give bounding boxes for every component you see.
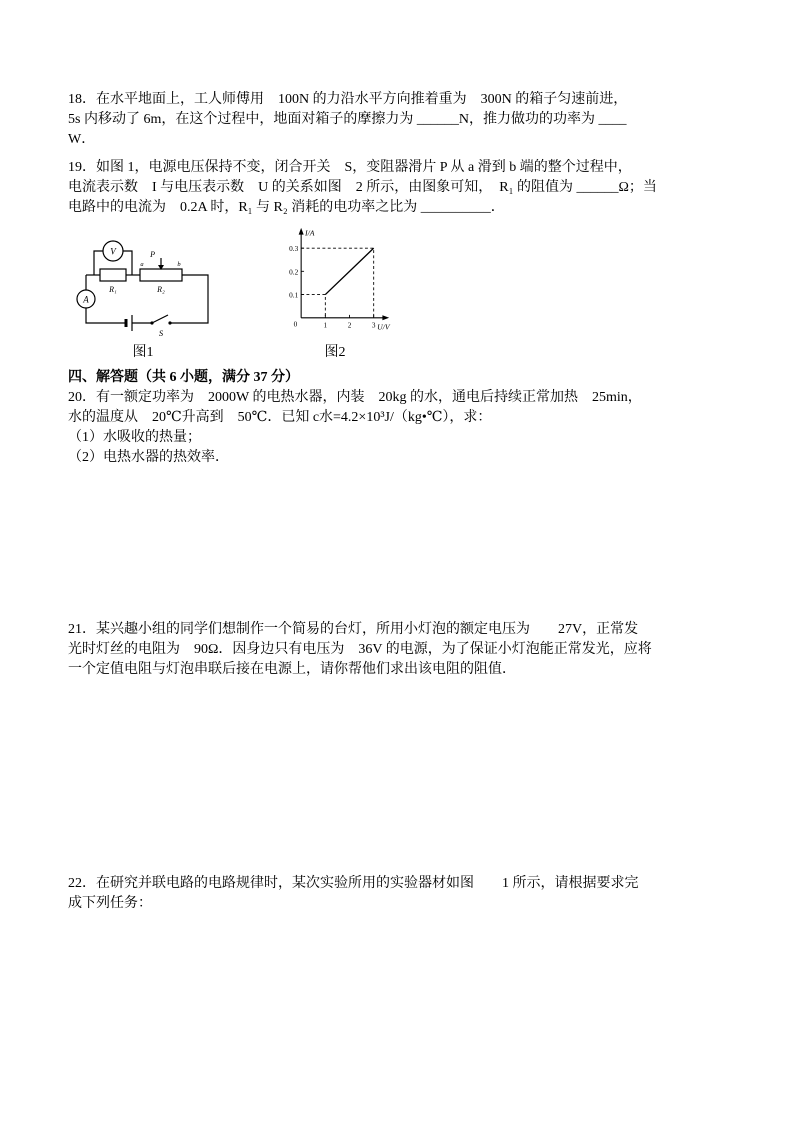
origin-label: 0 xyxy=(293,320,298,329)
figure-1-caption: 图1 xyxy=(132,345,154,360)
x-axis-arrowhead xyxy=(382,315,389,320)
r1-label: R₁ xyxy=(109,285,117,294)
question-21 xyxy=(68,620,740,680)
x-tick-3: 3 xyxy=(371,321,376,330)
voltmeter-wire-right xyxy=(123,251,132,275)
q18-line-2: 5s 内移动了 6m，在这个过程中，地面对箱子的摩擦力为 ______N，推力做功的功率为 ____ xyxy=(68,112,627,127)
y-tick-01: 0.1 xyxy=(289,291,299,300)
voltmeter-wire-left xyxy=(94,251,103,275)
question-18 xyxy=(68,90,740,150)
question-19 xyxy=(68,158,740,218)
question-22 xyxy=(68,874,740,914)
switch-dot-right xyxy=(168,321,171,324)
q20-line-2: 水的温度从 20℃升高到 50℃．已知 c水=4.2×10³J/（kg•℃），求： xyxy=(68,410,492,425)
slider-p-label: P xyxy=(150,250,155,259)
wire-top-right xyxy=(170,275,208,323)
y-axis-arrowhead xyxy=(299,228,304,235)
x-tick-1: 1 xyxy=(323,321,328,330)
q22-line-2: 成下列任务： xyxy=(68,896,152,911)
question-19-figures xyxy=(68,221,740,362)
q18-line-1: 18．在水平地面上，工人师傅用 100N 的力沿水平方向推着重为 300N 的箱子匀速前进， xyxy=(68,92,628,107)
q19-line-1: 19．如图 1，电源电压保持不变，闭合开关 S，变阻器滑片 P 从 a 滑到 b 端的整个过程中， xyxy=(68,160,632,175)
iu-graph xyxy=(276,221,394,343)
q21-line-3: 一个定值电阻与灯泡串联后接在电源上，请你帮他们求出该电阻的阻值． xyxy=(68,662,516,677)
switch-lever xyxy=(152,315,168,323)
voltmeter-label: V xyxy=(110,246,116,257)
wire-bottom-left xyxy=(86,308,126,323)
q22-line-1: 22．在研究并联电路的电路规律时，某次实验所用的实验器材如图 1 所示，请根据要求完 xyxy=(68,876,639,891)
y-tick-02: 0.2 xyxy=(289,268,299,277)
q19-line-2: 电流表示数 I 与电压表示数 U 的关系如图 2 所示，由图象可知， R₁ 的阻值为 ______Ω；当 xyxy=(68,180,657,195)
figure-1-circuit xyxy=(68,235,218,362)
q20-part-1: （1）水吸收的热量； xyxy=(68,430,201,445)
section-4-header xyxy=(68,368,740,388)
section-4-title: 四、解答题（共 6 小题，满分 37 分） xyxy=(68,370,299,385)
resistor-r1-box xyxy=(100,269,126,281)
q19-line-3: 电路中的电流为 0.2A 时，R₁ 与 R₂ 消耗的电功率之比为 __________． xyxy=(68,200,505,215)
circuit-diagram xyxy=(68,235,218,343)
q20-part-2: （2）电热水器的热效率． xyxy=(68,450,229,465)
q21-line-1: 21．某兴趣小组的同学们想制作一个简易的台灯，所用小灯泡的额定电压为 27V，正常发 xyxy=(68,622,639,637)
figure-2-graph xyxy=(276,221,394,362)
q21-line-2: 光时灯丝的电阻为 90Ω．因身边只有电压为 36V 的电源，为了保证小灯泡能正常发光，应将 xyxy=(68,642,652,657)
switch-s-label: S xyxy=(158,328,164,338)
iu-line xyxy=(325,248,373,294)
ammeter-label: A xyxy=(83,294,89,305)
y-tick-03: 0.3 xyxy=(289,245,299,254)
rheostat-r2-box xyxy=(140,269,182,281)
r2-label: R₂ xyxy=(157,285,165,294)
q20-line-1: 20．有一额定功率为 2000W 的电热水器，内装 20kg 的水，通电后持续正常加热 25min， xyxy=(68,390,642,405)
page-content xyxy=(68,90,740,914)
switch-dot-left xyxy=(150,321,153,324)
x-axis-label: U/V xyxy=(377,322,390,332)
x-tick-2: 2 xyxy=(347,321,352,330)
y-axis-label: I/A xyxy=(305,228,315,238)
rheostat-end-a-label: a xyxy=(140,261,144,268)
rheostat-end-b-label: b xyxy=(177,261,181,268)
question-20 xyxy=(68,388,740,468)
figure-2-caption: 图2 xyxy=(324,345,346,360)
q18-line-3: W． xyxy=(68,132,96,147)
